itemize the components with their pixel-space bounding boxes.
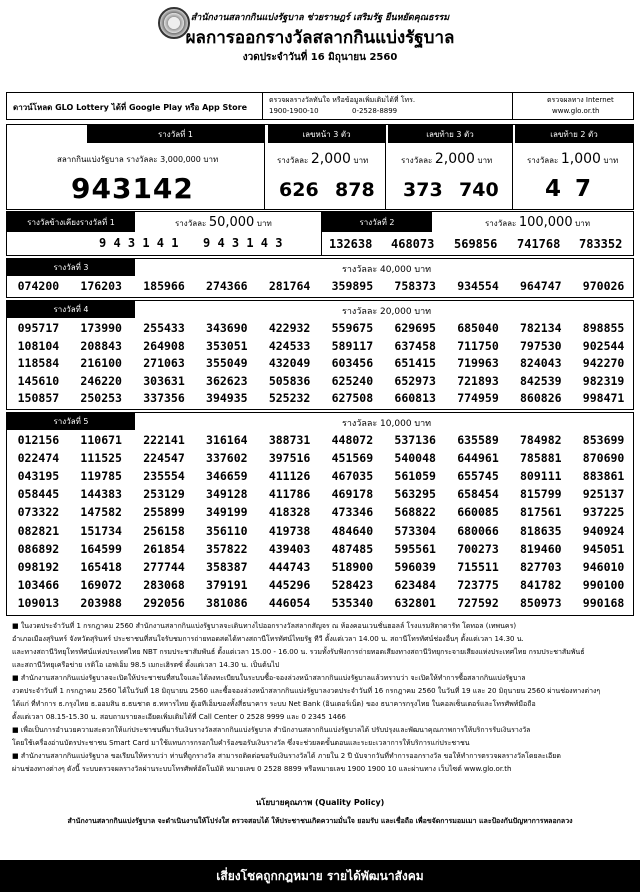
prize-number: 216100 — [80, 356, 122, 370]
back2-amount: 1,000 — [560, 151, 601, 167]
prize-number: 815799 — [520, 487, 562, 502]
near-first-label: รางวัลข้างเคียงรางวัลที่ 1 — [7, 212, 135, 232]
app-download-text: ดาวน์โหลด GLO Lottery ได้ที่ Google Play หรือ App Store — [13, 103, 247, 112]
prize-number: 774959 — [457, 391, 499, 405]
prize-number: 281764 — [268, 279, 311, 293]
prize-number: 082821 — [17, 523, 60, 538]
number-row — [7, 321, 635, 335]
prize-number: 173990 — [80, 321, 122, 335]
prize-number: 902544 — [582, 338, 625, 353]
prize-number: 353051 — [206, 338, 248, 353]
prize-number: 111525 — [80, 451, 122, 466]
first-prize-desc: สลากกินแบ่งรัฐบาล รางวัลละ 3,000,000 บาท — [57, 155, 219, 164]
back3-number-2: 740 — [459, 179, 499, 201]
prize-number: 418328 — [268, 505, 311, 520]
prize-number: 397516 — [268, 451, 311, 466]
second-amount: 100,000 — [518, 215, 573, 230]
prize-number: 540048 — [394, 451, 436, 466]
prize-number: 660085 — [457, 505, 499, 520]
prize-number: 561059 — [394, 469, 436, 484]
prize-number: 635589 — [457, 433, 499, 447]
prize-number: 118584 — [17, 356, 60, 370]
footer-slogan: เสี่ยงโชคถูกกฎหมาย รายได้พัฒนาสังคม — [0, 860, 640, 892]
prize-number: 274366 — [206, 279, 248, 293]
second-baht: บาท — [575, 219, 590, 228]
number-row — [7, 487, 635, 501]
prize-number: 721893 — [457, 373, 499, 388]
second-number: 569856 — [454, 237, 498, 251]
prize-number: 381086 — [206, 595, 248, 610]
prize-number: 652973 — [394, 373, 436, 388]
prize-number: 346659 — [206, 469, 248, 484]
prize-number: 074200 — [17, 279, 60, 293]
second-number: 741768 — [517, 237, 561, 251]
prize-number: 246220 — [80, 373, 122, 388]
prize-number: 655745 — [457, 469, 499, 484]
number-rows — [7, 279, 635, 293]
prize-number: 446054 — [268, 595, 311, 610]
prize-number: 945051 — [582, 541, 625, 556]
prize-number: 827703 — [520, 559, 562, 574]
prize-number: 632801 — [394, 595, 436, 610]
prize-number: 108104 — [17, 338, 60, 353]
number-row — [7, 578, 635, 592]
prize-number: 782134 — [520, 321, 562, 335]
prize-number: 110671 — [80, 433, 122, 447]
prize-number: 448072 — [331, 433, 374, 447]
back2-number: 4 7 — [545, 176, 595, 202]
prize-number: 484640 — [331, 523, 374, 538]
quality-policy-text: สำนักงานสลากกินแบ่งรัฐบาล จะดำเนินงานให้โปร่งใส ตรวจสอบได้ ให้ประชาชนเกิดความมั่นใจ ยอมรับ และเชื่อถือ เพื่อขจัดการมอมเมา และป้องกันปัญหาการหลอกลวง — [67, 817, 573, 825]
prize-number: 255899 — [143, 505, 185, 520]
prize-number: 388731 — [268, 433, 311, 447]
prize-number: 176203 — [80, 279, 122, 293]
prize-number: 946010 — [582, 559, 625, 574]
prize-number: 525232 — [268, 391, 311, 405]
prize-number: 224547 — [143, 451, 185, 466]
prize-number: 271063 — [143, 356, 185, 370]
number-row — [7, 505, 635, 519]
prize-number: 255433 — [143, 321, 185, 335]
quality-policy-title: นโยบายคุณภาพ (Quality Policy) — [255, 798, 385, 807]
prize-number: 208843 — [80, 338, 122, 353]
prize-number: 841782 — [520, 577, 562, 592]
prize-number: 853699 — [582, 433, 625, 447]
third-amount: รางวัลละ 40,000 บาท — [342, 265, 432, 275]
number-row — [7, 374, 635, 388]
number-row — [7, 356, 635, 370]
prize-number: 439403 — [268, 541, 311, 556]
prize-number: 785881 — [520, 451, 562, 466]
back3-baht: บาท — [477, 156, 493, 165]
prize-number: 819460 — [520, 541, 562, 556]
second-prize-label: รางวัลที่ 2 — [322, 212, 432, 232]
back3-number-1: 373 — [403, 179, 443, 201]
prize-number: 445296 — [268, 577, 311, 592]
prize-number: 537136 — [394, 433, 436, 447]
prize-number: 349128 — [206, 487, 248, 502]
note-line: ผ่านช่องทางต่างๆ ดังนี้ ระบบตรวจผลรางวัลผ่านระบบโทรศัพท์อัตโนมัติ หมายเลข 0 2528 8899 หรือหมายเลข 1900 1900 10 และผ่านทาง เว็บไซต์ www.glo.or.th — [12, 765, 512, 773]
prize-number: 660813 — [394, 391, 436, 405]
number-row — [7, 339, 635, 353]
note-line: ได้แก่ ที่ทำการ ธ.กรุงไทย ธ.ออมสิน ธ.ธนชาต ธ.ทหารไทย ตู้เอทีเอ็มของทั้งสี่ธนาคาร ระบบ Net Bank (อินเตอร์เน็ต) ของ ธนาคารกรุงไทย ในคอลเซ็นเตอร์และโทรศัพท์มือถือ — [12, 700, 536, 708]
prize-number: 680066 — [457, 523, 499, 538]
prize-number: 934554 — [457, 279, 499, 293]
prize-number: 235554 — [143, 469, 185, 484]
prize-number: 505836 — [268, 373, 311, 388]
prize-number: 095717 — [17, 321, 60, 335]
prize-number: 797530 — [520, 338, 562, 353]
prize-number: 058445 — [17, 487, 60, 502]
prize-number: 256158 — [143, 523, 185, 538]
fourth-prize-label: รางวัลที่ 4 — [7, 301, 135, 318]
info-bar — [6, 92, 634, 120]
note-line: และทางสถานีวิทยุโทรทัศน์แห่งประเทศไทย NBT กรมประชาสัมพันธ์ ตั้งแต่เวลา 15.00 - 16.00 น. รวมทั้งรับฟังการถ่ายทอดเสียงทางสถานีวิทยุกระจายเสียงแห่งประเทศไทย กรมประชาสัมพันธ์ — [12, 648, 585, 656]
prize-number: 411126 — [268, 469, 311, 484]
prize-number: 658454 — [457, 487, 499, 502]
prize-number: 535340 — [331, 595, 374, 610]
prize-number: 185966 — [143, 279, 185, 293]
prize-number: 253129 — [143, 487, 185, 502]
prize-number: 303631 — [143, 373, 185, 388]
number-row — [7, 391, 635, 405]
prize-number: 925137 — [582, 487, 625, 502]
prize-number: 719963 — [457, 356, 499, 370]
prize-number: 824043 — [520, 356, 562, 370]
prize-number: 264908 — [143, 338, 185, 353]
prize-number: 970026 — [582, 279, 625, 293]
number-row — [7, 596, 635, 610]
prize-number: 964747 — [520, 279, 562, 293]
front3-baht: บาท — [353, 156, 369, 165]
internet-label: ตรวจผลทาง Internet — [547, 96, 614, 104]
near-first-number-1: 9 4 3 1 4 1 — [99, 236, 179, 250]
prize-number: 860826 — [520, 391, 562, 405]
prize-number: 727592 — [457, 595, 499, 610]
prize-number: 629695 — [394, 321, 436, 335]
page-title: ผลการออกรางวัลสลากกินแบ่งรัฐบาล — [185, 28, 455, 48]
number-row — [7, 560, 635, 574]
back2-baht: บาท — [603, 156, 619, 165]
prize-number: 467035 — [331, 469, 374, 484]
third-prize-label: รางวัลที่ 3 — [7, 259, 135, 276]
prize-number: 711750 — [457, 338, 499, 353]
prize-number: 603456 — [331, 356, 374, 370]
prize-number: 103466 — [17, 577, 60, 592]
second-number: 132638 — [329, 237, 373, 251]
note-line: ตั้งแต่เวลา 08.15-15.30 น. สอบถามรายละเอียดเพิ่มเติมได้ที่ Call Center 0 2528 9999 และ 0 2345 1466 — [12, 713, 346, 721]
prize-number: 758373 — [394, 279, 436, 293]
note-line: ■ ในงวดประจำวันที่ 1 กรกฎาคม 2560 สำนักงานสลากกินแบ่งรัฐบาลจะเดินทางไปออกรางวัลสลากสัญจร ณ ห้องคอนเวนชั่นฮอลล์ โรงแรมสิตาดารัท โดทอล (เทพนคร) — [12, 622, 517, 630]
prize-number: 165418 — [80, 559, 122, 574]
prize-number: 589117 — [331, 338, 374, 353]
prize-number: 250253 — [80, 391, 122, 405]
prize-number: 043195 — [17, 469, 60, 484]
prize-number: 982319 — [582, 373, 625, 388]
prize-number: 817561 — [520, 505, 562, 520]
prize-number: 086892 — [17, 541, 60, 556]
front3-number-2: 878 — [335, 179, 375, 201]
prize-number: 842539 — [520, 373, 562, 388]
prize-number: 203988 — [80, 595, 122, 610]
prize-number: 355049 — [206, 356, 248, 370]
prize-number: 432049 — [268, 356, 311, 370]
fifth-prize-label: รางวัลที่ 5 — [7, 413, 135, 430]
prize-number: 898855 — [582, 321, 625, 335]
first-prize-label: รางวัลที่ 1 — [87, 125, 264, 143]
phone-number-1[interactable]: 1900-1900-10 — [269, 107, 319, 115]
org-slogan: สำนักงานสลากกินแบ่งรัฐบาล ช่วยราษฎร์ เสริมรัฐ ยืนหยัดคุณธรรม — [190, 13, 450, 23]
near-first-amount-label: รางวัลละ — [175, 219, 207, 228]
note-line: ■ เพื่อเป็นการอำนวยความสะดวกให้แก่ประชาชนที่มารับเงินรางวัลสลากกินแบ่งรัฐบาล สำนักงานสลากกินแบ่งรัฐบาลได้ ปรับปรุงและพัฒนาคุณภาพการให้บริการรับเงินรางวัล — [12, 726, 531, 734]
number-row — [7, 469, 635, 483]
fifth-amount: รางวัลละ 10,000 บาท — [342, 419, 432, 429]
fourth-prize-section — [6, 300, 634, 410]
number-row — [7, 433, 635, 447]
prize-number: 144383 — [80, 487, 122, 502]
prize-number: 700273 — [457, 541, 499, 556]
prize-number: 625240 — [331, 373, 374, 388]
prize-number: 637458 — [394, 338, 436, 353]
prize-number: 723775 — [457, 577, 499, 592]
second-number: 468073 — [391, 237, 435, 251]
prize-number: 990168 — [582, 595, 625, 610]
note-line: ■ สำนักงานสลากกินแบ่งรัฐบาล ขอเรียนให้ทราบว่า ท่านที่ถูกรางวัล สามารถติดต่อขอรับเงินรางวัลได้ ภายใน 2 ปี นับจากวันที่ทำการออกรางวัล ขอให้ทำการตรวจผลรางวัลโดยละเอียด — [12, 752, 561, 760]
prize-number: 573304 — [394, 523, 436, 538]
prize-number: 394935 — [206, 391, 248, 405]
fourth-amount: รางวัลละ 20,000 บาท — [342, 307, 432, 317]
note-line: งวดประจำวันที่ 1 กรกฎาคม 2560 ได้ในวันที่ 18 มิถุนายน 2560 และซื้อจองล่วงหน้าสลากกินแบ่งรัฐบาลงวดประจำวันที่ 16 กรกฎาคม 2560 ในวันที่ 19 และ 20 มิถุนายน 2560 ผ่านช่องทางต่างๆ — [12, 687, 601, 695]
number-row — [7, 542, 635, 556]
prize-number: 473346 — [331, 505, 374, 520]
check-results-label: ตรวจผลรางวัลทันใจ หรือข้อมูลเพิ่มเติมได้ที่ โทร. — [269, 96, 416, 104]
front3-label: เลขหน้า 3 ตัว — [268, 125, 385, 143]
prize-number: 356110 — [206, 523, 248, 538]
prize-number: 850973 — [520, 595, 562, 610]
prize-number: 359895 — [331, 279, 374, 293]
back3-label: เลขท้าย 3 ตัว — [388, 125, 512, 143]
prize-number: 349199 — [206, 505, 248, 520]
phone-number-2[interactable]: 0-2528-8899 — [352, 107, 398, 115]
prize-number: 451569 — [331, 451, 374, 466]
prize-number: 644961 — [457, 451, 499, 466]
prize-number: 818635 — [520, 523, 562, 538]
prize-number: 596039 — [394, 559, 436, 574]
third-prize-section — [6, 258, 634, 298]
front3-prize-word: รางวัลละ — [277, 156, 309, 165]
prize-number: 715511 — [457, 559, 499, 574]
near-first-second-panel — [6, 211, 634, 256]
prize-number: 623484 — [394, 577, 436, 592]
first-prize-number: 943142 — [71, 172, 194, 205]
prize-number: 940924 — [582, 523, 625, 538]
back3-prize-word: รางวัลละ — [401, 156, 433, 165]
prize-number: 169072 — [80, 577, 122, 592]
number-row — [7, 524, 635, 538]
prize-number: 362623 — [206, 373, 248, 388]
prize-number: 568822 — [394, 505, 436, 520]
back2-label: เลขท้าย 2 ตัว — [515, 125, 633, 143]
fifth-prize-section — [6, 412, 634, 616]
prize-number: 518900 — [331, 559, 374, 574]
prize-number: 343690 — [206, 321, 248, 335]
prize-number: 559675 — [331, 321, 374, 335]
prize-number: 424533 — [268, 338, 311, 353]
prize-number: 283068 — [143, 577, 185, 592]
prize-number: 357822 — [206, 541, 248, 556]
note-line: ■ สำนักงานสลากกินแบ่งรัฐบาลจะเปิดให้ประชาชนที่สนใจและได้ลงทะเบียนในระบบซื้อ-จองล่วงหน้าสลากกินแบ่งรัฐบาลแล้วทราบว่า จะเปิดให้ทำการซื้อสลากกินแบ่งรัฐบาล — [12, 674, 526, 682]
prize-number: 809111 — [520, 469, 562, 484]
draw-date: งวดประจำวันที่ 16 มิถุนายน 2560 — [242, 52, 398, 63]
prize-number: 109013 — [17, 595, 60, 610]
prize-number: 277744 — [143, 559, 185, 574]
near-first-number-2: 9 4 3 1 4 3 — [203, 236, 283, 250]
prize-number: 337356 — [143, 391, 185, 405]
prize-number: 150857 — [17, 391, 60, 405]
prize-number: 651415 — [394, 356, 436, 370]
prize-number: 422932 — [268, 321, 311, 335]
prize-number: 883861 — [582, 469, 625, 484]
prize-number: 595561 — [394, 541, 436, 556]
number-row — [7, 451, 635, 465]
prize-number: 164599 — [80, 541, 122, 556]
near-first-amount: 50,000 — [208, 215, 255, 230]
front3-number-1: 626 — [279, 179, 319, 201]
front3-amount: 2,000 — [310, 151, 351, 167]
prize-number: 469178 — [331, 487, 374, 502]
prize-number: 627508 — [331, 391, 374, 405]
prize-number: 444743 — [268, 559, 311, 574]
prize-number: 012156 — [17, 433, 60, 447]
prize-number: 990100 — [582, 577, 625, 592]
prize-number: 528423 — [331, 577, 374, 592]
prize-number: 098192 — [17, 559, 60, 574]
prize-number: 870690 — [582, 451, 625, 466]
second-amount-label: รางวัลละ — [485, 219, 517, 228]
note-line: และสถานีวิทยุเครือข่าย เรดิโอ เอฟเอ็ม 98.5 เมกะเฮิรตซ์ ตั้งแต่เวลา 14.30 น. เป็นต้นไป — [12, 661, 280, 669]
second-number: 783352 — [579, 237, 623, 251]
prize-number: 147582 — [80, 505, 122, 520]
top-prizes-panel — [6, 124, 634, 210]
prize-number: 563295 — [394, 487, 436, 502]
prize-number: 222141 — [143, 433, 185, 447]
note-line: โดยใช้เครื่องอ่านบัตรประชาชน Smart Card มาใช้แทนการกรอกใบคำร้องขอรับเงินรางวัล ซึ่งจะช่วยลดขั้นตอนและระยะเวลาการให้บริการแก่ประชาชน — [12, 739, 470, 747]
prize-number: 119785 — [80, 469, 122, 484]
prize-number: 316164 — [206, 433, 248, 447]
prize-number: 358387 — [206, 559, 248, 574]
prize-number: 151734 — [80, 523, 122, 538]
prize-number: 937225 — [582, 505, 625, 520]
prize-number: 784982 — [520, 433, 562, 447]
website-link[interactable]: www.glo.or.th — [552, 107, 600, 115]
prize-number: 942270 — [582, 356, 625, 370]
note-line: อำเภอเมืองสุรินทร์ จังหวัดสุรินทร์ ประชาชนที่สนใจรับชมการถ่ายทอดสดได้ทางสถานีโทรทัศน์ไทยรัฐ ทีวี ตั้งแต่เวลา 14.00 น. สถานีโทรทัศน์ช่องอื่นๆ ตั้งแต่เวลา 14.30 น. — [12, 635, 524, 643]
prize-number: 419738 — [268, 523, 311, 538]
prize-number: 022474 — [17, 451, 60, 466]
prize-number: 379191 — [206, 577, 248, 592]
prize-number: 487485 — [331, 541, 374, 556]
back3-amount: 2,000 — [434, 151, 475, 167]
back2-prize-word: รางวัลละ — [527, 156, 559, 165]
prize-number: 073322 — [17, 505, 60, 520]
announcement-notes — [12, 620, 628, 776]
prize-number: 145610 — [17, 373, 60, 388]
near-first-baht: บาท — [256, 219, 272, 228]
prize-number: 261854 — [143, 541, 185, 556]
prize-number: 998471 — [582, 391, 625, 405]
prize-number: 685040 — [457, 321, 499, 335]
prize-number: 411786 — [268, 487, 311, 502]
prize-number: 337602 — [206, 451, 248, 466]
prize-number: 292056 — [143, 595, 185, 610]
